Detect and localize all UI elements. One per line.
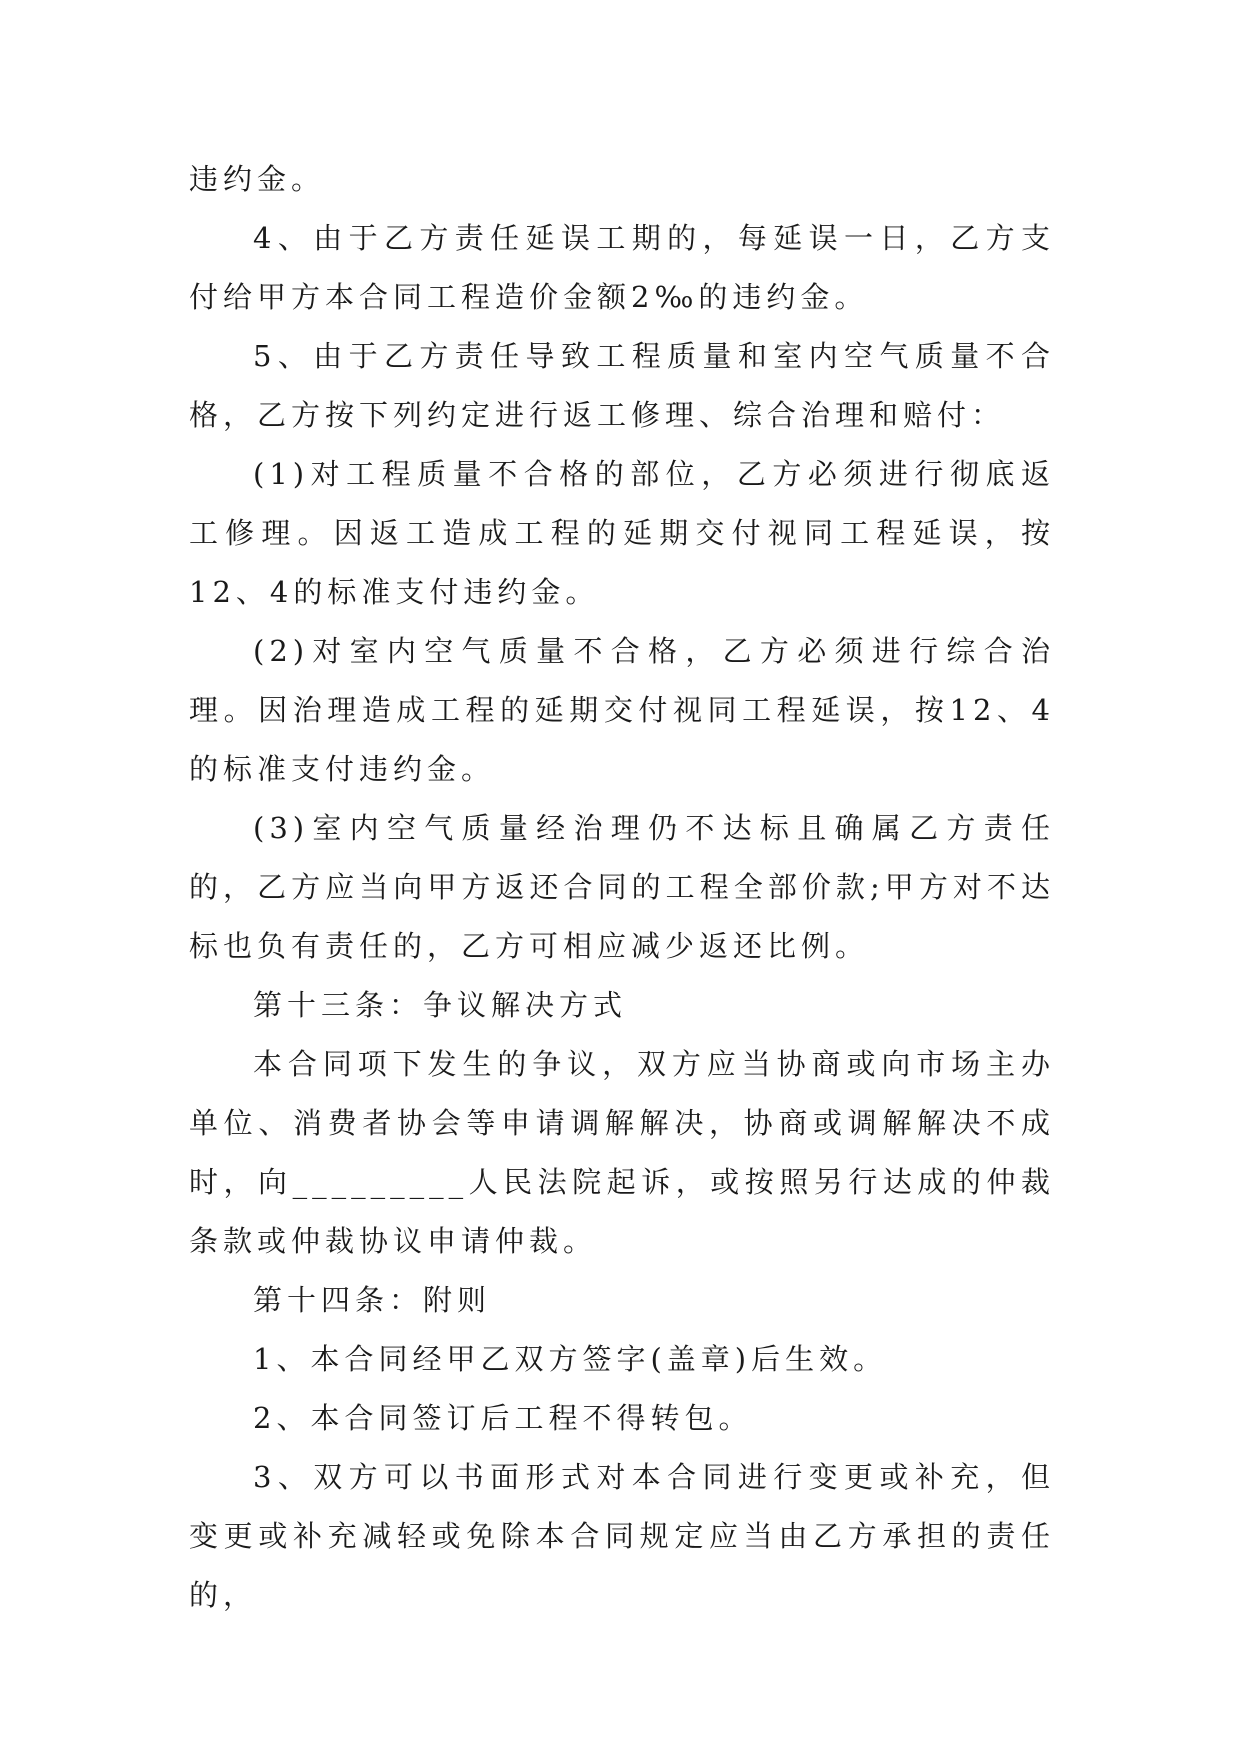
paragraph-supplement-2: 2、本合同签订后工程不得转包。 xyxy=(253,1401,753,1435)
paragraph-dispute-resolution: 本合同项下发生的争议，双方应当协商或向市场主办单位、消费者协会等申请调解解决，协商或调解解决不成时，向_________人民法院起诉，或按照另行达成的仲裁条款或仲裁协议申请仲裁。 xyxy=(189,1047,1055,1258)
heading-article-14: 第十四条：附则 xyxy=(253,1283,492,1317)
paragraph-item-3-refund: (3)室内空气质量经治理仍不达标且确属乙方责任的，乙方应当向甲方返还合同的工程全部价款;甲方对不达标也负有责任的，乙方可相应减少返还比例。 xyxy=(189,811,1055,963)
paragraph-supplement-3: 3、双方可以书面形式对本合同进行变更或补充，但变更或补充减轻或免除本合同规定应当由乙方承担的责任的， xyxy=(189,1460,1055,1612)
heading-article-13: 第十三条：争议解决方式 xyxy=(253,988,628,1022)
paragraph-item-1-rework: (1)对工程质量不合格的部位，乙方必须进行彻底返工修理。因返工造成工程的延期交付视同工程延误，按12、4的标准支付违约金。 xyxy=(189,457,1055,609)
paragraph-clause-4-delay: 4、由于乙方责任延误工期的，每延误一日，乙方支付给甲方本合同工程造价金额2‰的违约金。 xyxy=(189,221,1055,314)
paragraph-clause-5-quality: 5、由于乙方责任导致工程质量和室内空气质量不合格，乙方按下列约定进行返工修理、综合治理和赔付： xyxy=(189,339,1055,432)
paragraph-supplement-1: 1、本合同经甲乙双方签字(盖章)后生效。 xyxy=(253,1342,888,1376)
paragraph-item-2-air-quality: (2)对室内空气质量不合格，乙方必须进行综合治理。因治理造成工程的延期交付视同工程延误，按12、4的标准支付违约金。 xyxy=(189,634,1055,786)
contract-text xyxy=(189,150,1055,1625)
paragraph-penalty-end: 违约金。 xyxy=(189,162,326,196)
